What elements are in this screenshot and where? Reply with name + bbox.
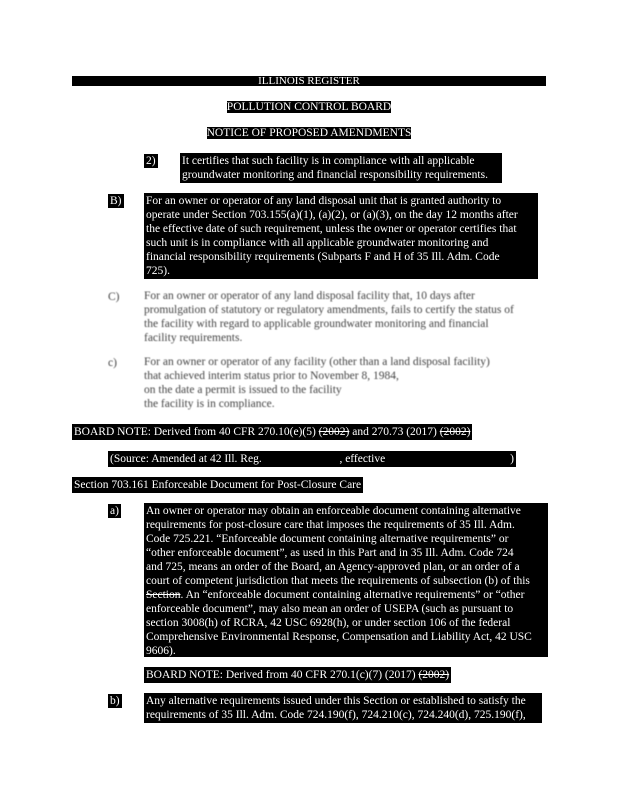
board-note-2 bbox=[144, 667, 451, 683]
item-c-label: C) bbox=[108, 291, 120, 303]
item-2-line: It certifies that such facility is in compliance with all applicable bbox=[182, 155, 475, 167]
item-b-line: the effective date of such requirement, unless the owner or operator certifies that bbox=[146, 223, 517, 235]
item-a-line: requirements for post-closure care that imposes the requirements of 35 Ill. Adm. bbox=[146, 519, 515, 531]
board-title bbox=[0, 101, 618, 114]
item-b-label: B) bbox=[110, 195, 122, 207]
item-b-line: such unit is in compliance with all applicable groundwater monitoring and bbox=[146, 237, 489, 249]
item-a-line: section 3008(h) of RCRA, 42 USC 6928(h), or under section 106 of the federal bbox=[146, 617, 511, 629]
item-a-line: Code 725.221. “Enforceable document containing alternative requirements” or bbox=[146, 533, 509, 545]
board-title-text: POLLUTION CONTROL BOARD bbox=[226, 101, 392, 113]
board-note-1-prefix: BOARD NOTE: Derived from 40 CFR 270.10(e)(5) bbox=[74, 426, 319, 438]
item-b-line: 725). bbox=[146, 265, 170, 277]
item-a-line: and 725, means an order of the Board, an Agency-approved plan, or an order of a bbox=[146, 561, 520, 573]
item-a-line: “other enforceable document”, as used in this Part and in 35 Ill. Adm. Code 724 bbox=[146, 547, 514, 559]
item-a-line: court of competent jurisdiction that meets the requirements of subsection (b) of this bbox=[146, 575, 530, 587]
item-b-line: operate under Section 703.155(a)(1), (a)(2), or (a)(3), on the day 12 months after bbox=[146, 209, 518, 221]
item-a-line: An owner or operator may obtain an enforceable document containing alternative bbox=[146, 505, 521, 517]
item-a-line: enforceable document”, may also mean an order of USEPA (such as pursuant to bbox=[146, 603, 514, 615]
source-line bbox=[108, 451, 516, 467]
board-note-1 bbox=[72, 424, 472, 440]
source-text: (Source: Amended at 42 Ill. Reg. bbox=[110, 453, 262, 465]
item-b2-line: requirements of 35 Ill. Adm. Code 724.190(f), 724.210(c), 724.240(d), 725.190(f), bbox=[146, 709, 526, 721]
item-d-line: For an owner or operator of any facility (other than a land disposal facility) bbox=[144, 356, 490, 368]
item-a-label: a) bbox=[110, 505, 119, 517]
item-d-line: the facility is in compliance. bbox=[144, 398, 275, 410]
section-heading: Section 703.161 Enforceable Document for Post-Closure Care bbox=[74, 479, 362, 491]
board-note-1-middle: and 270.73 (2017) bbox=[349, 426, 440, 438]
source-close: ) bbox=[510, 453, 514, 465]
notice-title bbox=[0, 127, 618, 140]
item-c-text bbox=[144, 289, 540, 345]
item-a-line: 9606). bbox=[146, 645, 176, 657]
item-b-line: financial responsibility requirements (Subparts F and H of 35 Ill. Adm. Code bbox=[146, 251, 500, 263]
item-b2-label: b) bbox=[110, 695, 120, 707]
board-note-2-prefix: BOARD NOTE: Derived from 40 CFR 270.1(c)(7) (2017) bbox=[146, 669, 419, 681]
item-a-line: Comprehensive Environmental Response, Compensation and Liability Act, 42 USC bbox=[146, 631, 532, 643]
item-a-struck: Section bbox=[146, 589, 181, 601]
item-b-text bbox=[144, 193, 538, 279]
item-c-line: facility requirements. bbox=[144, 332, 243, 344]
item-a-line bbox=[146, 588, 546, 602]
item-2-line: groundwater monitoring and financial responsibility requirements. bbox=[182, 169, 488, 181]
register-title: ILLINOIS REGISTER bbox=[258, 75, 360, 87]
source-effective: , effective bbox=[339, 453, 386, 465]
item-b2-text bbox=[144, 693, 542, 723]
item-c-line: the facility with regard to applicable groundwater monitoring and financial bbox=[144, 318, 489, 330]
board-note-2-struck: (2002) bbox=[418, 669, 450, 681]
item-b-line: For an owner or operator of any land disposal unit that is granted authority to bbox=[146, 195, 502, 207]
notice-title-text: NOTICE OF PROPOSED AMENDMENTS bbox=[206, 127, 412, 139]
item-d-text bbox=[144, 355, 540, 411]
item-a-text bbox=[144, 503, 548, 657]
item-d-label: c) bbox=[108, 357, 117, 369]
item-d-line: on the date a permit is issued to the facility bbox=[144, 384, 342, 396]
item-c-line: For an owner or operator of any land disposal facility that, 10 days after bbox=[144, 290, 475, 302]
item-2-text bbox=[180, 153, 502, 183]
item-2-label: 2) bbox=[146, 155, 156, 167]
item-a-line-rest: . An “enforceable document containing alternative requirements” or “other bbox=[180, 589, 525, 601]
item-b2-line: Any alternative requirements issued under this Section or established to satisfy the bbox=[146, 695, 526, 707]
item-c-line: promulgation of statutory or regulatory amendments, fails to certify the status of bbox=[144, 304, 514, 316]
item-d-line: that achieved interim status prior to November 8, 1984, bbox=[144, 370, 399, 382]
board-note-1-struck-2: (2002) bbox=[439, 426, 471, 438]
board-note-1-struck-1: (2002) bbox=[318, 426, 350, 438]
